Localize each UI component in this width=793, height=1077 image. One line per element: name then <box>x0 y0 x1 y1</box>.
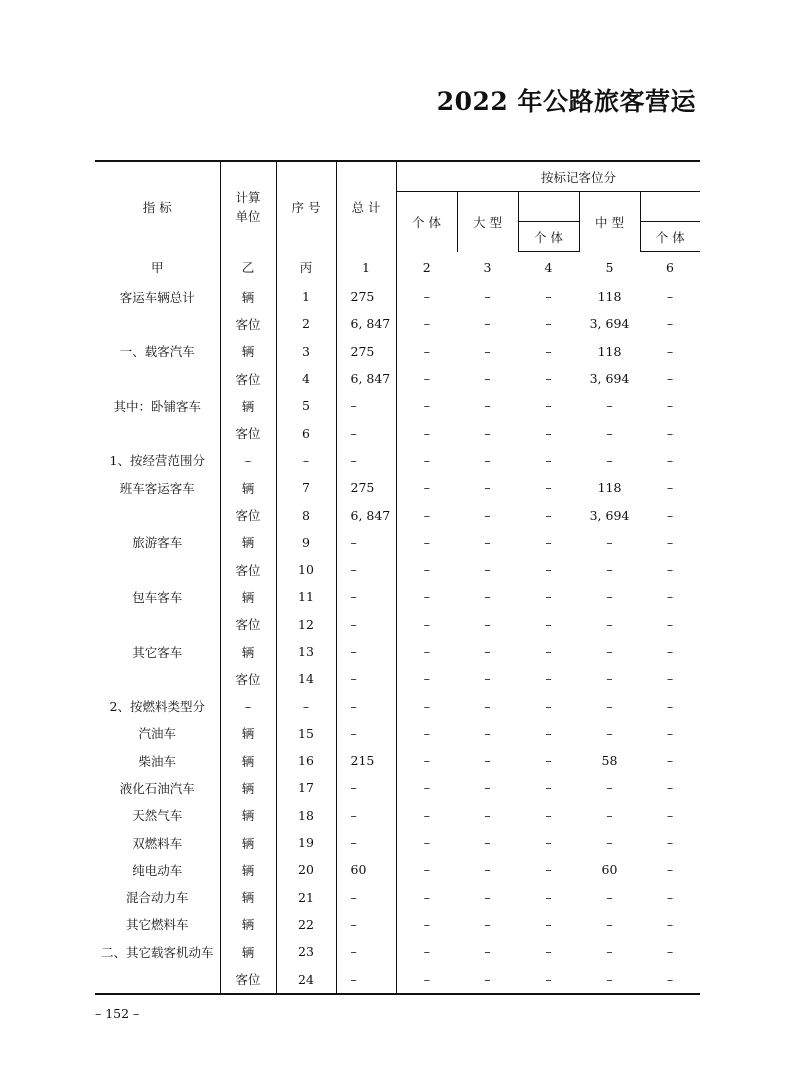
page-title: 2022 年公路旅客营运 <box>436 87 696 116</box>
row-indicator <box>95 665 220 692</box>
row-value: – <box>666 343 674 359</box>
row-seq: 13 <box>276 638 336 665</box>
row-value: – <box>336 774 396 801</box>
row-value: – <box>423 562 430 578</box>
row-value: 3, 694 <box>589 371 630 387</box>
header-medium-individual: 个 体 <box>640 222 700 252</box>
row-indicator: 其它客车 <box>95 638 220 665</box>
header-large: 大 型 <box>457 192 518 252</box>
row-value: – <box>545 398 552 414</box>
row-value: – <box>336 884 396 911</box>
table-row <box>95 447 700 474</box>
row-unit: 辆 <box>220 802 276 829</box>
row-value: – <box>484 835 491 851</box>
row-value: – <box>666 398 674 414</box>
row-indicator <box>95 965 220 993</box>
table-row <box>95 501 700 528</box>
row-seq: 5 <box>276 392 336 419</box>
row-value: 6, 847 <box>336 310 396 337</box>
row-seq: 11 <box>276 583 336 610</box>
row-value: – <box>484 862 491 878</box>
row-value: – <box>545 916 552 932</box>
row-value: – <box>336 802 396 829</box>
row-value: – <box>666 862 674 878</box>
page-number: – 152 – <box>95 1006 140 1021</box>
row-value: – <box>606 589 613 605</box>
row-value: 4 <box>544 260 553 275</box>
row-indicator: 双燃料车 <box>95 829 220 856</box>
row-value: – <box>606 807 613 823</box>
row-value: – <box>666 944 674 960</box>
table-row <box>95 529 700 556</box>
row-value: – <box>336 611 396 638</box>
row-value: – <box>484 534 491 550</box>
row-value: – <box>666 562 674 578</box>
row-indicator <box>95 556 220 583</box>
row-seq: 12 <box>276 611 336 638</box>
row-value: – <box>484 507 491 523</box>
row-seq: 15 <box>276 720 336 747</box>
row-value: – <box>336 665 396 692</box>
row-value: – <box>545 944 552 960</box>
row-value: – <box>606 725 613 741</box>
row-value: – <box>336 829 396 856</box>
row-value: – <box>606 835 613 851</box>
row-indicator <box>95 310 220 337</box>
row-value: – <box>666 671 674 687</box>
row-indicator: 汽油车 <box>95 720 220 747</box>
header-total: 总 计 <box>336 161 396 252</box>
row-value: – <box>336 692 396 719</box>
row-value: 6, 847 <box>336 501 396 528</box>
row-value: – <box>545 507 552 523</box>
table-row <box>95 911 700 938</box>
row-value: – <box>336 638 396 665</box>
row-indicator: 班车客运客车 <box>95 474 220 501</box>
row-seq: 9 <box>276 529 336 556</box>
row-value: – <box>484 698 491 714</box>
row-value: – <box>336 529 396 556</box>
row-unit: 辆 <box>220 884 276 911</box>
row-value: 275 <box>336 474 396 501</box>
row-value: – <box>545 644 552 659</box>
row-value: – <box>606 916 613 932</box>
row-value: – <box>666 725 674 741</box>
row-value: – <box>545 616 552 632</box>
table-row <box>95 802 700 829</box>
row-unit: 客位 <box>220 501 276 528</box>
row-unit: 辆 <box>220 829 276 856</box>
row-value: 5 <box>605 259 614 275</box>
row-seq: 2 <box>276 310 336 337</box>
header-indicator: 指 标 <box>95 161 220 252</box>
row-unit: 辆 <box>220 283 276 310</box>
row-seq: 20 <box>276 856 336 883</box>
row-value: – <box>484 371 491 387</box>
row-seq: 丙 <box>276 252 336 284</box>
row-value: – <box>606 452 613 468</box>
row-seq: 18 <box>276 802 336 829</box>
row-value: 2 <box>422 259 431 275</box>
row-value: – <box>484 671 491 687</box>
row-value: 3, 694 <box>589 316 630 332</box>
row-value: – <box>423 916 430 932</box>
row-value: 275 <box>336 283 396 310</box>
row-value: – <box>484 562 491 578</box>
row-value: – <box>423 534 430 550</box>
row-unit: 辆 <box>220 774 276 801</box>
row-value: 215 <box>336 747 396 774</box>
row-unit: 辆 <box>220 856 276 883</box>
row-value: 118 <box>597 289 622 305</box>
table-row <box>95 665 700 692</box>
row-unit: 客位 <box>220 556 276 583</box>
row-seq: 4 <box>276 365 336 392</box>
row-value: – <box>484 316 491 332</box>
row-value: – <box>666 698 674 714</box>
row-value: – <box>666 589 674 605</box>
row-value: – <box>666 889 674 905</box>
table-row <box>95 747 700 774</box>
table-row <box>95 474 700 501</box>
row-value: – <box>666 753 674 769</box>
row-seq: 19 <box>276 829 336 856</box>
row-seq: 17 <box>276 774 336 801</box>
row-value: – <box>423 780 430 796</box>
row-indicator: 柴油车 <box>95 747 220 774</box>
row-value: – <box>666 507 674 523</box>
row-value: – <box>423 862 430 878</box>
row-indicator: 旅游客车 <box>95 529 220 556</box>
row-value: – <box>423 425 430 441</box>
row-indicator: 天然气车 <box>95 802 220 829</box>
table-row <box>95 310 700 337</box>
row-value: – <box>606 944 613 960</box>
row-value: – <box>518 965 579 993</box>
header-medium: 中 型 <box>579 192 640 252</box>
row-value: – <box>606 644 613 659</box>
row-value: – <box>606 698 613 714</box>
row-value: 58 <box>601 753 618 769</box>
row-value: – <box>423 671 430 687</box>
table-row <box>95 556 700 583</box>
row-indicator: 混合动力车 <box>95 884 220 911</box>
row-value: – <box>666 807 674 823</box>
row-seq: 22 <box>276 911 336 938</box>
row-value: – <box>606 562 613 578</box>
table-row <box>95 692 700 719</box>
row-value: – <box>336 392 396 419</box>
row-value: – <box>336 938 396 965</box>
row-unit: 辆 <box>220 474 276 501</box>
row-value: – <box>423 398 430 414</box>
table-row <box>95 338 700 365</box>
row-value: – <box>423 753 430 769</box>
row-value: – <box>545 425 552 441</box>
row-value: – <box>545 889 552 905</box>
row-value: – <box>545 753 552 769</box>
table-row <box>95 365 700 392</box>
row-indicator: 客运车辆总计 <box>95 283 220 310</box>
row-value: 6 <box>666 260 674 275</box>
row-value: – <box>545 562 552 578</box>
row-value: – <box>666 289 674 305</box>
table-row <box>95 720 700 747</box>
table-row <box>95 283 700 310</box>
row-value: – <box>606 425 613 441</box>
row-value: – <box>545 289 552 305</box>
row-unit: 辆 <box>220 938 276 965</box>
table-row <box>95 611 700 638</box>
row-value: 118 <box>597 343 622 359</box>
row-value: – <box>423 316 430 332</box>
row-value: – <box>423 289 430 305</box>
table-row <box>95 419 700 446</box>
table-row <box>95 965 700 993</box>
row-value: – <box>423 616 430 632</box>
row-value: – <box>423 889 430 905</box>
row-value: – <box>545 589 552 605</box>
row-value: – <box>545 534 552 550</box>
row-value: – <box>484 289 491 305</box>
row-value: 3, 694 <box>589 507 630 523</box>
row-seq: 24 <box>276 965 336 993</box>
row-indicator: 其它燃料车 <box>95 911 220 938</box>
row-unit: – <box>220 447 276 474</box>
row-value: – <box>423 725 430 741</box>
header-individual: 个 体 <box>396 192 457 252</box>
row-unit: 客位 <box>220 611 276 638</box>
row-value: 1 <box>336 252 396 284</box>
row-value: – <box>606 398 613 414</box>
row-value: – <box>666 316 674 332</box>
row-value: – <box>545 835 552 851</box>
table-row <box>95 856 700 883</box>
table-row <box>95 252 700 284</box>
row-value: – <box>666 480 674 496</box>
row-seq: 14 <box>276 665 336 692</box>
row-value: – <box>336 419 396 446</box>
row-value: – <box>484 452 491 468</box>
row-indicator <box>95 365 220 392</box>
row-indicator: 2、按燃料类型分 <box>95 692 220 719</box>
row-value: 60 <box>336 856 396 883</box>
row-value: – <box>606 671 613 687</box>
row-value: – <box>423 698 430 714</box>
table-row <box>95 829 700 856</box>
row-value: – <box>336 911 396 938</box>
row-value: – <box>336 720 396 747</box>
row-value: – <box>484 398 491 414</box>
row-value: – <box>545 343 552 359</box>
row-unit: 辆 <box>220 338 276 365</box>
row-value: – <box>484 753 491 769</box>
row-seq: 10 <box>276 556 336 583</box>
row-value: – <box>666 371 674 387</box>
row-value: – <box>666 425 674 441</box>
table-row <box>95 392 700 419</box>
row-value: – <box>423 835 430 851</box>
row-seq: 16 <box>276 747 336 774</box>
row-indicator <box>95 501 220 528</box>
row-value: 60 <box>601 862 618 878</box>
row-indicator: 包车客车 <box>95 583 220 610</box>
row-value: – <box>606 534 613 550</box>
header-unit: 计算 单位 <box>220 161 276 252</box>
row-value: – <box>423 644 430 659</box>
row-value: – <box>423 343 430 359</box>
row-unit: 辆 <box>220 392 276 419</box>
row-unit: 客位 <box>220 310 276 337</box>
row-value: – <box>545 807 552 823</box>
row-unit: 客位 <box>220 365 276 392</box>
row-value: – <box>666 916 674 932</box>
row-value: – <box>606 616 613 632</box>
row-value: – <box>484 916 491 932</box>
row-value: – <box>545 671 552 687</box>
row-unit: 辆 <box>220 720 276 747</box>
row-value: – <box>423 371 430 387</box>
row-indicator: 甲 <box>95 252 220 284</box>
row-unit: 乙 <box>220 252 276 284</box>
row-seq: 23 <box>276 938 336 965</box>
row-unit: 辆 <box>220 747 276 774</box>
header-by-seat: 按标记客位分 <box>457 161 700 192</box>
row-indicator: 纯电动车 <box>95 856 220 883</box>
row-value: – <box>666 644 674 659</box>
row-value: – <box>484 807 491 823</box>
row-value: – <box>606 889 613 905</box>
row-value: – <box>484 343 491 359</box>
row-value: – <box>484 480 491 496</box>
row-indicator: 液化石油汽车 <box>95 774 220 801</box>
header-seq: 序 号 <box>276 161 336 252</box>
row-value: – <box>579 965 640 993</box>
row-value: 275 <box>336 338 396 365</box>
row-indicator <box>95 611 220 638</box>
row-value: – <box>484 644 491 659</box>
row-value: – <box>423 807 430 823</box>
row-value: – <box>545 862 552 878</box>
table-row <box>95 884 700 911</box>
row-seq: 1 <box>276 283 336 310</box>
row-value: – <box>336 556 396 583</box>
row-value: – <box>545 698 552 714</box>
table-row <box>95 774 700 801</box>
row-seq: 3 <box>276 338 336 365</box>
table-row <box>95 638 700 665</box>
row-value: – <box>545 316 552 332</box>
row-value: – <box>666 616 674 632</box>
row-value: – <box>484 616 491 632</box>
row-value: – <box>484 944 491 960</box>
row-value: – <box>396 965 457 993</box>
row-value: – <box>640 965 700 993</box>
row-unit: – <box>220 692 276 719</box>
table-row <box>95 938 700 965</box>
row-indicator: 一、载客汽车 <box>95 338 220 365</box>
row-unit: 辆 <box>220 583 276 610</box>
row-value: – <box>484 725 491 741</box>
row-value: – <box>423 507 430 523</box>
row-seq: – <box>276 692 336 719</box>
row-seq: 7 <box>276 474 336 501</box>
row-value: – <box>336 583 396 610</box>
row-value: – <box>457 965 518 993</box>
row-value: – <box>484 425 491 441</box>
row-unit: 辆 <box>220 911 276 938</box>
row-value: – <box>666 780 674 796</box>
row-value: – <box>666 835 674 851</box>
row-value: – <box>606 780 613 796</box>
row-value: – <box>423 944 430 960</box>
row-value: – <box>336 965 396 993</box>
row-indicator: 1、按经营范围分 <box>95 447 220 474</box>
row-value: – <box>666 452 674 468</box>
row-value: – <box>336 447 396 474</box>
row-value: – <box>545 725 552 741</box>
row-value: – <box>423 480 430 496</box>
row-indicator <box>95 419 220 446</box>
row-unit: 辆 <box>220 529 276 556</box>
row-unit: 客位 <box>220 965 276 993</box>
row-seq: 21 <box>276 884 336 911</box>
row-unit: 客位 <box>220 419 276 446</box>
row-value: – <box>484 889 491 905</box>
passenger-vehicle-table <box>95 160 700 995</box>
row-value: – <box>545 780 552 796</box>
row-value: – <box>423 589 430 605</box>
row-seq: 6 <box>276 419 336 446</box>
row-indicator: 二、其它载客机动车 <box>95 938 220 965</box>
row-value: 118 <box>597 480 622 496</box>
row-value: – <box>484 780 491 796</box>
row-value: 3 <box>483 259 492 275</box>
row-value: – <box>423 452 430 468</box>
row-seq: – <box>276 447 336 474</box>
row-value: – <box>545 480 552 496</box>
row-value: – <box>545 371 552 387</box>
header-large-individual: 个 体 <box>518 222 579 252</box>
row-unit: 客位 <box>220 665 276 692</box>
row-unit: 辆 <box>220 638 276 665</box>
row-value: – <box>545 452 552 468</box>
table-row <box>95 583 700 610</box>
row-value: 6, 847 <box>336 365 396 392</box>
row-value: – <box>666 534 674 550</box>
row-indicator: 其中：卧铺客车 <box>95 392 220 419</box>
row-seq: 8 <box>276 501 336 528</box>
row-value: – <box>484 589 491 605</box>
